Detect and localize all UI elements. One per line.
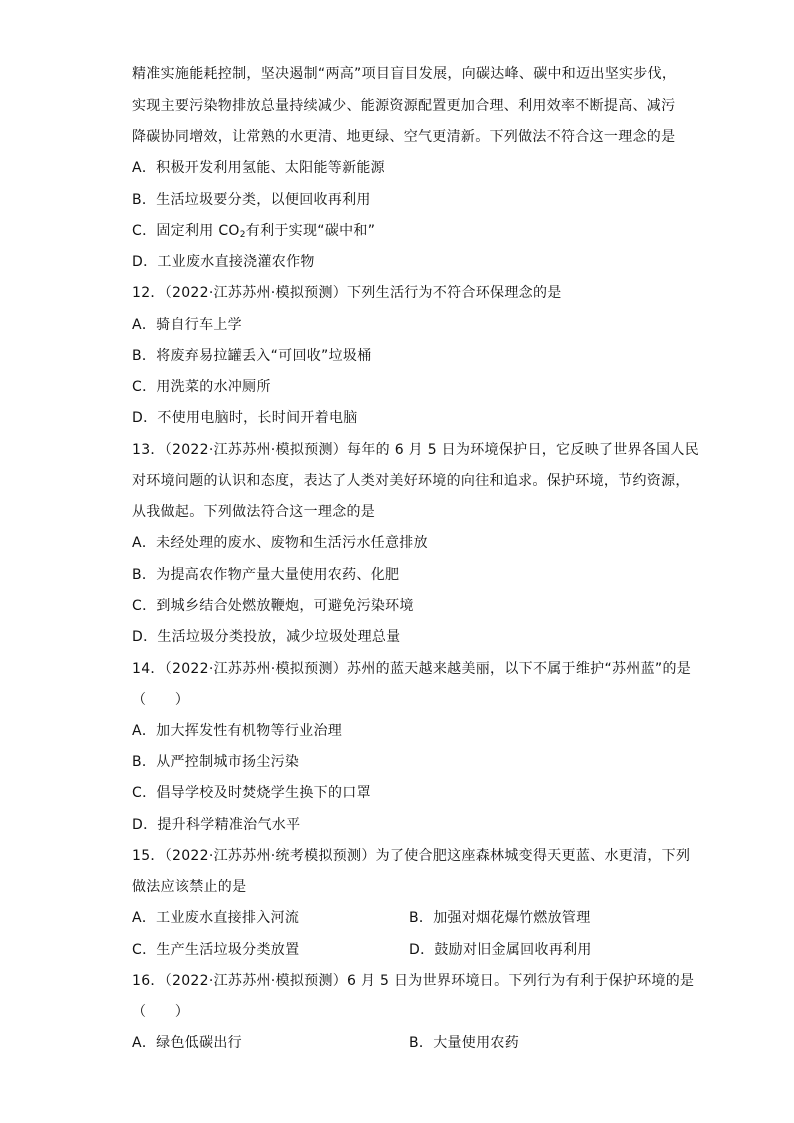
q15-stem-line-2: 做法应该禁止的是 <box>132 879 247 895</box>
q11-stem-line-1: 精准实施能耗控制，坚决遏制“两高”项目盲目发展，向碳达峰、碳中和迈出坚实步伐， <box>132 66 677 82</box>
q14-answer-blank: （ ） <box>132 692 190 708</box>
q14-option-a: A．加大挥发性有机物等行业治理 <box>132 723 343 739</box>
q13-option-b: B．为提高农作物产量大量使用农药、化肥 <box>132 567 400 583</box>
q11-stem-line-2: 实现主要污染物排放总量持续减少、能源资源配置更加合理、利用效率不断提高、减污 <box>132 98 676 114</box>
q14-option-b: B．从严控制城市扬尘污染 <box>132 754 300 770</box>
q12-option-a: A．骑自行车上学 <box>132 317 242 333</box>
q11-option-d: D．工业废水直接浇灌农作物 <box>132 254 315 270</box>
q15-option-a: A．工业废水直接排入河流 <box>132 910 300 926</box>
q12-option-b: B．将废弃易拉罐丢入“可回收”垃圾桶 <box>132 348 372 364</box>
q12-option-c: C．用洗菜的水冲厕所 <box>132 379 271 395</box>
q13-option-c: C．到城乡结合处燃放鞭炮，可避免污染环境 <box>132 598 414 614</box>
q16-answer-blank: （ ） <box>132 1004 190 1020</box>
q15-option-c: C．生产生活垃圾分类放置 <box>132 942 300 958</box>
q16-stem-line-1: 16．（2022·江苏苏州·模拟预测）6 月 5 日为世界环境日。下列行为有利于保护环境的是 <box>132 973 695 989</box>
q14-stem-line-1: 14．（2022·江苏苏州·模拟预测）苏州的蓝天越来越美丽，以下不属于维护“苏州蓝”的是 <box>132 661 692 677</box>
q11-option-b: B．生活垃圾要分类，以便回收再利用 <box>132 192 371 208</box>
q15-stem-line-1: 15．（2022·江苏苏州·统考模拟预测）为了使合肥这座森林城变得天更蓝、水更清，下列 <box>132 848 691 864</box>
q13-option-a: A．未经处理的废水、废物和生活污水任意排放 <box>132 535 428 551</box>
q13-stem-line-1: 13．（2022·江苏苏州·模拟预测）每年的 6 月 5 日为环境保护日，它反映了世界各国人民 <box>132 442 700 458</box>
q11-option-a: A．积极开发利用氢能、太阳能等新能源 <box>132 160 385 176</box>
q13-option-d: D．生活垃圾分类投放，减少垃圾处理总量 <box>132 629 401 645</box>
q12-stem: 12．（2022·江苏苏州·模拟预测）下列生活行为不符合环保理念的是 <box>132 285 562 301</box>
q11-option-c <box>132 221 375 241</box>
q15-option-b: B．加强对烟花爆竹燃放管理 <box>409 910 591 926</box>
q14-option-c: C．倡导学校及时焚烧学生换下的口罩 <box>132 785 371 801</box>
q11-option-c-subscript: 2 <box>239 230 246 240</box>
q11-option-c-suffix: 有利于实现“碳中和” <box>245 223 376 239</box>
q13-stem-line-3: 从我做起。下列做法符合这一理念的是 <box>132 504 376 520</box>
q16-option-a: A．绿色低碳出行 <box>132 1035 242 1051</box>
q13-stem-line-2: 对环境问题的认识和态度，表达了人类对美好环境的向往和追求。保护环境，节约资源， <box>132 473 690 489</box>
q16-option-b: B．大量使用农药 <box>409 1035 520 1051</box>
q12-option-d: D．不使用电脑时，长时间开着电脑 <box>132 410 358 426</box>
q11-option-c-prefix: C．固定利用 CO <box>132 223 240 239</box>
q11-stem-line-3: 降碳协同增效，让常熟的水更清、地更绿、空气更清新。下列做法不符合这一理念的是 <box>132 129 676 145</box>
q15-option-d: D．鼓励对旧金属回收再利用 <box>409 942 592 958</box>
q14-option-d: D．提升科学精准治气水平 <box>132 817 301 833</box>
